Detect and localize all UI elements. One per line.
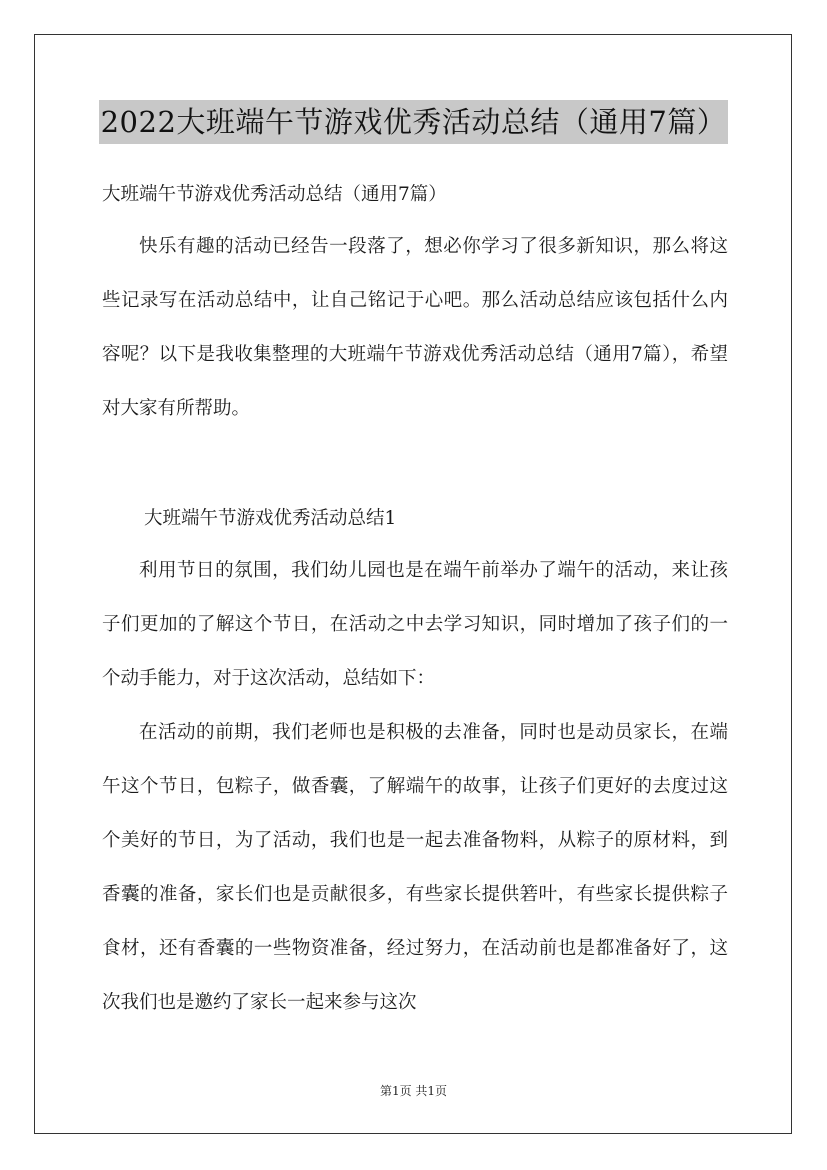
title-container (0, 100, 827, 144)
document-title: 2022大班端午节游戏优秀活动总结（通用7篇） (99, 100, 729, 144)
section-heading: 大班端午节游戏优秀活动总结1 (144, 508, 397, 529)
document-subtitle: 大班端午节游戏优秀活动总结（通用7篇） (102, 184, 447, 205)
section-paragraph: 在活动的前期，我们老师也是积极的去准备，同时也是动员家长，在端午这个节日，包粽子，做香囊，了解端午的故事，让孩子们更好的去度过这个美好的节日，为了活动，我们也是一起去准备物料，从粽子的原材料，到香囊的准备，家长们也是贡献很多，有些家长提供箬叶，有些家长提供粽子食材，还有香囊的一些物资准备，经过努力，在活动前也是都准备好了，这次我们也是邀约了家长一起来参与这次 (102, 722, 728, 1013)
section-paragraph: 利用节日的氛围，我们幼儿园也是在端午前举办了端午的活动，来让孩子们更加的了解这个节日，在活动之中去学习知识，同时增加了孩子们的一个动手能力，对于这次活动，总结如下： (102, 560, 728, 689)
page-footer: 第1页 共1页 (379, 1084, 448, 1098)
intro-paragraph: 快乐有趣的活动已经告一段落了，想必你学习了很多新知识，那么将这些记录写在活动总结中，让自己铭记于心吧。那么活动总结应该包括什么内容呢？以下是我收集整理的大班端午节游戏优秀活动总结（通用7篇），希望对大家有所帮助。 (102, 236, 728, 419)
